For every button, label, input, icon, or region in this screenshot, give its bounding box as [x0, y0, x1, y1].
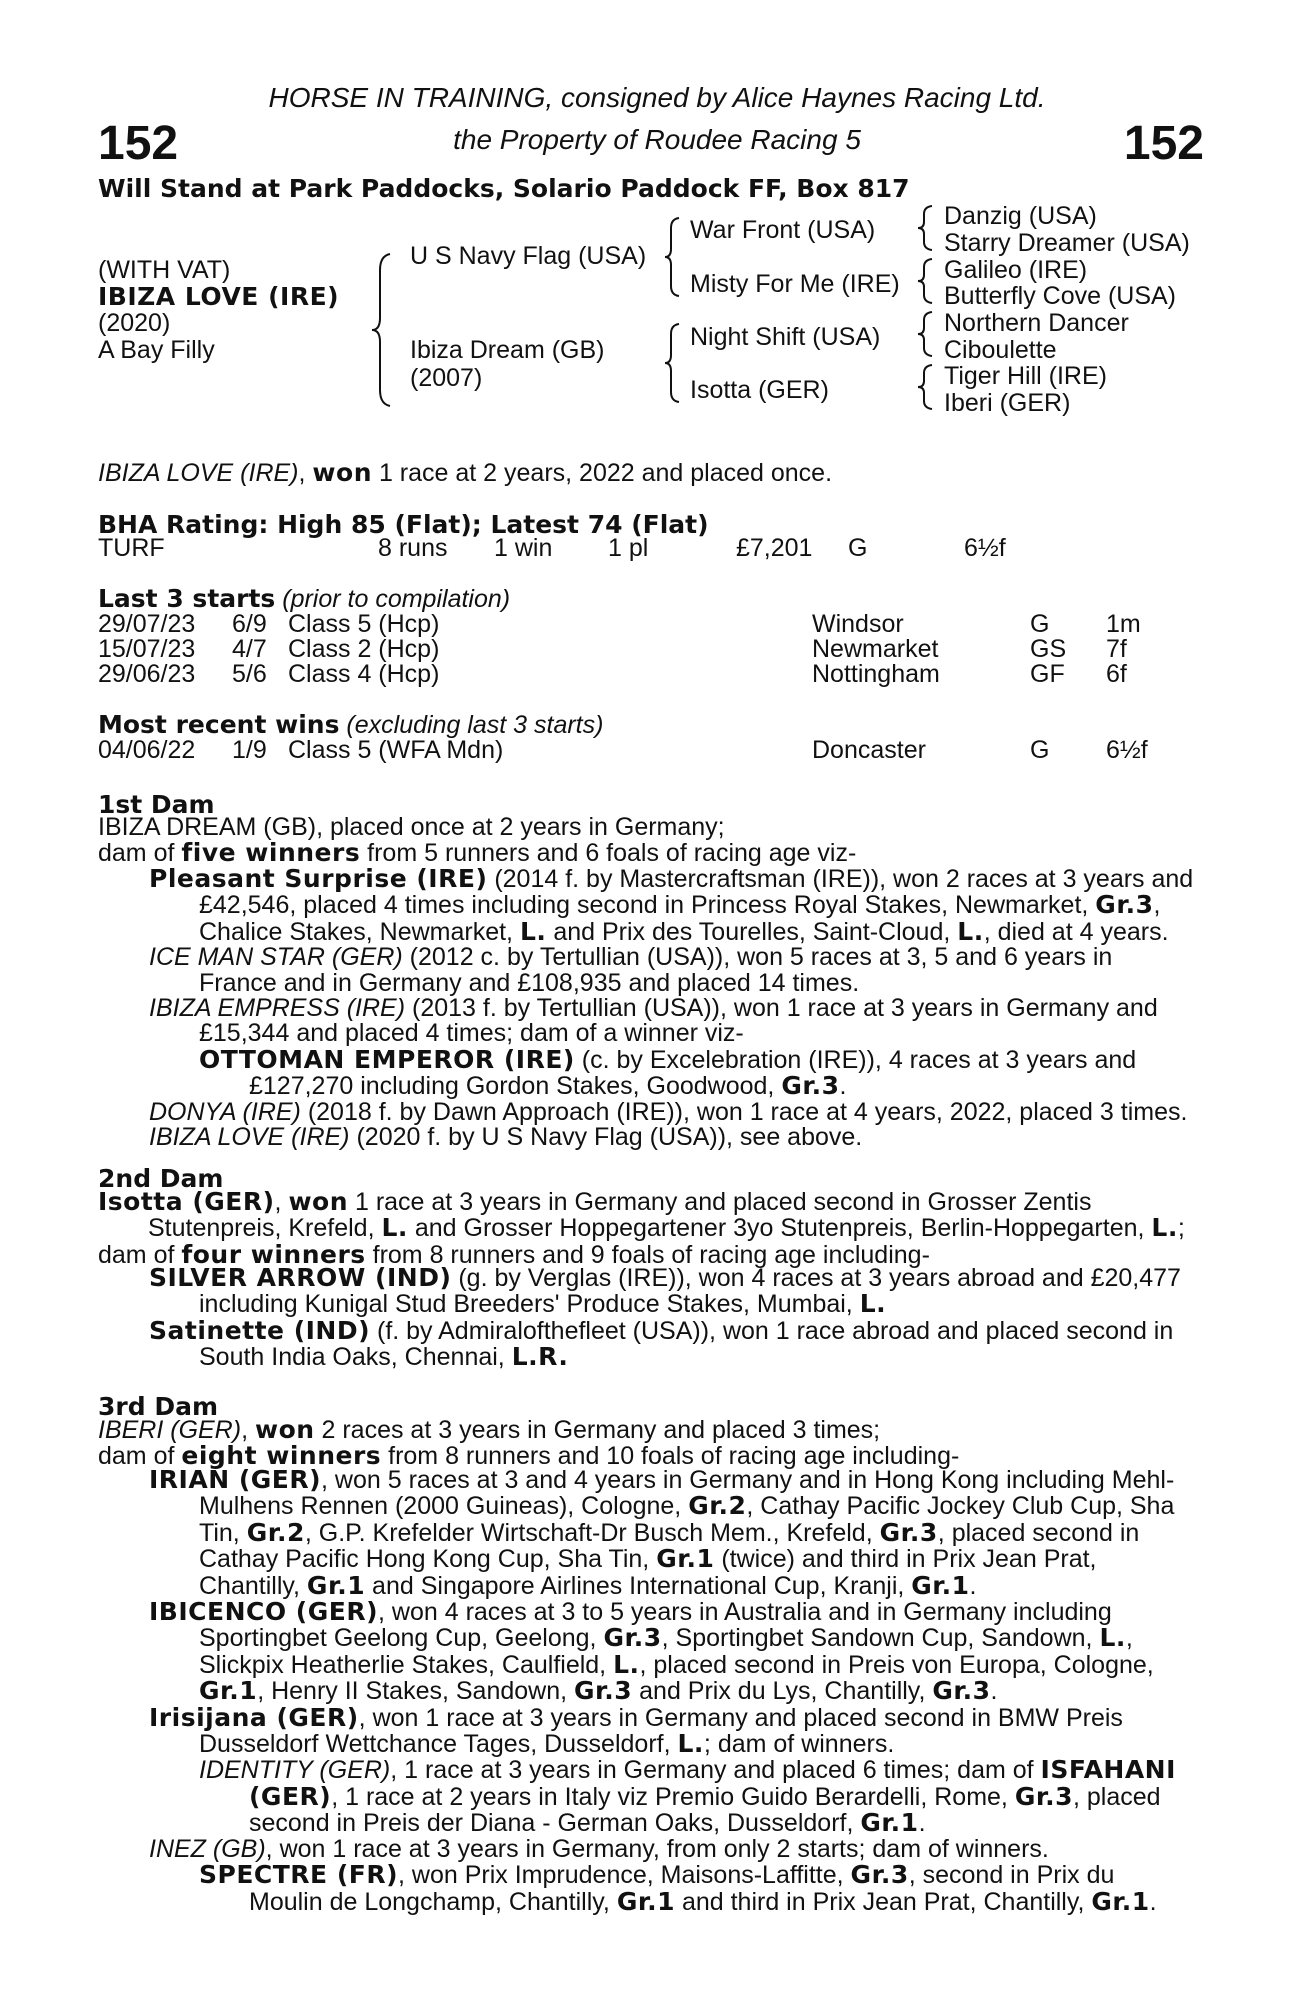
brace-icon — [916, 204, 936, 252]
brace-icon — [663, 216, 683, 298]
third-dam-text: IBERI (GER), won 2 races at 3 years in Germany and placed 3 times; dam of eight winners from 8 runners and 10 foals of racing age including- — [98, 1415, 960, 1471]
summary-won: won — [312, 458, 372, 487]
third-dam-heading: 3rd Dam — [98, 1392, 218, 1421]
sire-dam-sire: Galileo (IRE) — [944, 256, 1088, 284]
horse-year: (2020) — [98, 309, 171, 337]
sire-dam-dam: Butterfly Cove (USA) — [944, 282, 1177, 310]
last-starts-heading: Last 3 starts (prior to compilation) — [98, 584, 511, 613]
stand-location: Will Stand at Park Paddocks, Solario Paddock FF, Box 817 — [98, 174, 910, 203]
surface: TURF — [98, 534, 165, 562]
dam: Ibiza Dream (GB) — [410, 336, 605, 364]
sire-sire-dam: Starry Dreamer (USA) — [944, 229, 1190, 257]
dam-dam-sire: Tiger Hill (IRE) — [944, 362, 1107, 390]
race-summary: IBIZA LOVE (IRE), won 1 race at 2 years, 2022 and placed once. — [98, 458, 833, 487]
consignment-line: HORSE IN TRAINING, consigned by Alice Haynes Racing Ltd. — [268, 82, 1046, 113]
runs: 8 runs — [378, 534, 448, 562]
turf-stats-row — [0, 536, 1314, 562]
placed: 1 pl — [608, 534, 649, 562]
second-dam-heading: 2nd Dam — [98, 1164, 224, 1193]
first-dam-heading: 1st Dam — [98, 790, 215, 819]
earnings: £7,201 — [736, 534, 813, 562]
horse-name: IBIZA LOVE (IRE) — [98, 282, 340, 311]
going: G — [848, 534, 868, 562]
produce-entry: IRIAN (GER), won 5 races at 3 and 4 years in Germany and in Hong Kong including Mehl- Mulhens Rennen (2000 Guineas), Cologne, Gr.2, Cathay Pacific Jockey Club Cup, Sha Tin, Gr.2, G.P. Krefelder Wirtschaft-Dr Busch Mem., Krefeld, Gr.3, placed second in Cathay Pacific Hong Kong Cup, Sha Tin, Gr.1 (twice) and third in Prix Jean Prat, Chantilly, Gr.1 and Singapore Airlines International Cup, Kranji, Gr.1. IBICENCO (GER), won 4 races at 3 to 5 years in Australia and in Germany including Sportingbet Geelong Cup, Geelong, Gr.3, Sportingbet Sandown Cup, Sandown, L., Slickpix Heatherlie Stakes, Caulfield, L., placed second in Preis von Europa, Cologne, Gr.1, Henry II Stakes, Sandown, Gr.3 and Prix du Lys, Chantilly, Gr.3. Irisijana (GER), won 1 race at 3 years in Germany and placed second in BMW Preis Dusseldorf Wettchance Tages, Dusseldorf, L.; dam of winners. IDENTITY (GER), 1 race at 3 years in Germany and placed 6 times; dam of ISFAHANI (GER), 1 race at 2 years in Italy viz Premio Guido Berardelli, Rome, Gr.3, placed second in Preis der Diana - German Oaks, Dusseldorf, Gr.1. INEZ (GB), won 1 race at 3 years in Germany, from only 2 starts; dam of winners. SPECTRE (FR), won Prix Imprudence, Maisons-Laffitte, Gr.3, second in Prix du Moulin de Longchamp, Chantilly, Gr.1 and third in Prix Jean Prat, Chantilly, Gr.1. — [149, 1465, 1176, 1916]
recent-wins-heading: Most recent wins (excluding last 3 starts) — [98, 710, 604, 739]
produce-entry: Pleasant Surprise (IRE) (2014 f. by Mastercraftsman (IRE)), won 2 races at 3 years and £42,546, placed 4 times including second in Princess Royal Stakes, Newmarket, Gr.3, Chalice Stakes, Newmarket, L. and Prix des Tourelles, Saint-Cloud, L., died at 4 years. ICE MAN STAR (GER) (2012 c. by Tertullian (USA)), won 5 races at 3, 5 and 6 years in France and in Germany and £108,935 and placed 14 times. IBIZA EMPRESS (IRE) (2013 f. by Tertullian (USA)), won 1 race at 3 years in Germany and £15,344 and placed 4 times; dam of a winner viz- OTTOMAN EMPEROR (IRE) (c. by Excelebration (IRE)), 4 races at 3 years and £127,270 including Gordon Stakes, Goodwood, Gr.3. DONYA (IRE) (2018 f. by Dawn Approach (IRE)), won 1 race at 4 years, 2022, placed 3 times. IBIZA LOVE (IRE) (2020 f. by U S Navy Flag (USA)), see above. — [149, 864, 1194, 1152]
race-row: 29/06/23 5/6 Class 4 (Hcp) Nottingham GF 6f — [98, 660, 1127, 688]
sire-dam: Misty For Me (IRE) — [690, 270, 900, 298]
wins: 1 win — [494, 534, 553, 562]
second-dam-text: Isotta (GER), won 1 race at 3 years in Germany and placed second in Grosser Zentis Stutenpreis, Krefeld, L. and Grosser Hoppegartener 3yo Stutenpreis, Berlin-Hoppegarten, L.; dam of four winners from 8 runners and 9 foals of racing age including- — [98, 1187, 1185, 1269]
brace-icon — [916, 363, 936, 411]
race-row: 15/07/23 4/7 Class 2 (Hcp) Newmarket GS 7f — [98, 635, 1127, 663]
summary-horse-name: IBIZA LOVE (IRE) — [98, 459, 299, 487]
race-row: 04/06/22 1/9 Class 5 (WFA Mdn) Doncaster G 6½f — [98, 736, 1148, 764]
first-dam-text: IBIZA DREAM (GB), placed once at 2 years in Germany; dam of five winners from 5 runners and 6 foals of racing age viz- — [98, 813, 857, 868]
horse-description: A Bay Filly — [98, 336, 215, 364]
dam-sire-dam: Ciboulette — [944, 336, 1057, 364]
lot-number-right: 152 — [1123, 117, 1204, 170]
bha-rating: BHA Rating: High 85 (Flat); Latest 74 (Flat) — [98, 510, 709, 539]
dam-year: (2007) — [410, 364, 483, 392]
brace-icon — [370, 252, 394, 408]
sire-sire: War Front (USA) — [690, 216, 876, 244]
dam-dam: Isotta (GER) — [690, 376, 829, 404]
sire: U S Navy Flag (USA) — [410, 242, 647, 270]
brace-icon — [916, 257, 936, 305]
summary-text: 1 race at 2 years, 2022 and placed once. — [372, 459, 833, 487]
distance: 6½f — [964, 534, 1006, 562]
brace-icon — [663, 322, 683, 404]
produce-entry: SILVER ARROW (IND) (g. by Verglas (IRE)), won 4 races at 3 years abroad and £20,477 including Kunigal Stud Breeders' Produce Stakes, Mumbai, L. Satinette (IND) (f. by Admiralofthefleet (USA)), won 1 race abroad and placed second in South India Oaks, Chennai, L.R. — [149, 1263, 1181, 1372]
race-row: 29/07/23 6/9 Class 5 (Hcp) Windsor G 1m — [98, 610, 1141, 638]
dam-sire-sire: Northern Dancer — [944, 309, 1129, 337]
sire-sire-sire: Danzig (USA) — [944, 202, 1097, 230]
dam-dam-dam: Iberi (GER) — [944, 389, 1071, 417]
vat-label: (WITH VAT) — [98, 256, 231, 284]
dam-sire: Night Shift (USA) — [690, 323, 881, 351]
lot-number-left: 152 — [98, 117, 179, 170]
property-line: the Property of Roudee Racing 5 — [453, 124, 861, 155]
brace-icon — [916, 310, 936, 358]
